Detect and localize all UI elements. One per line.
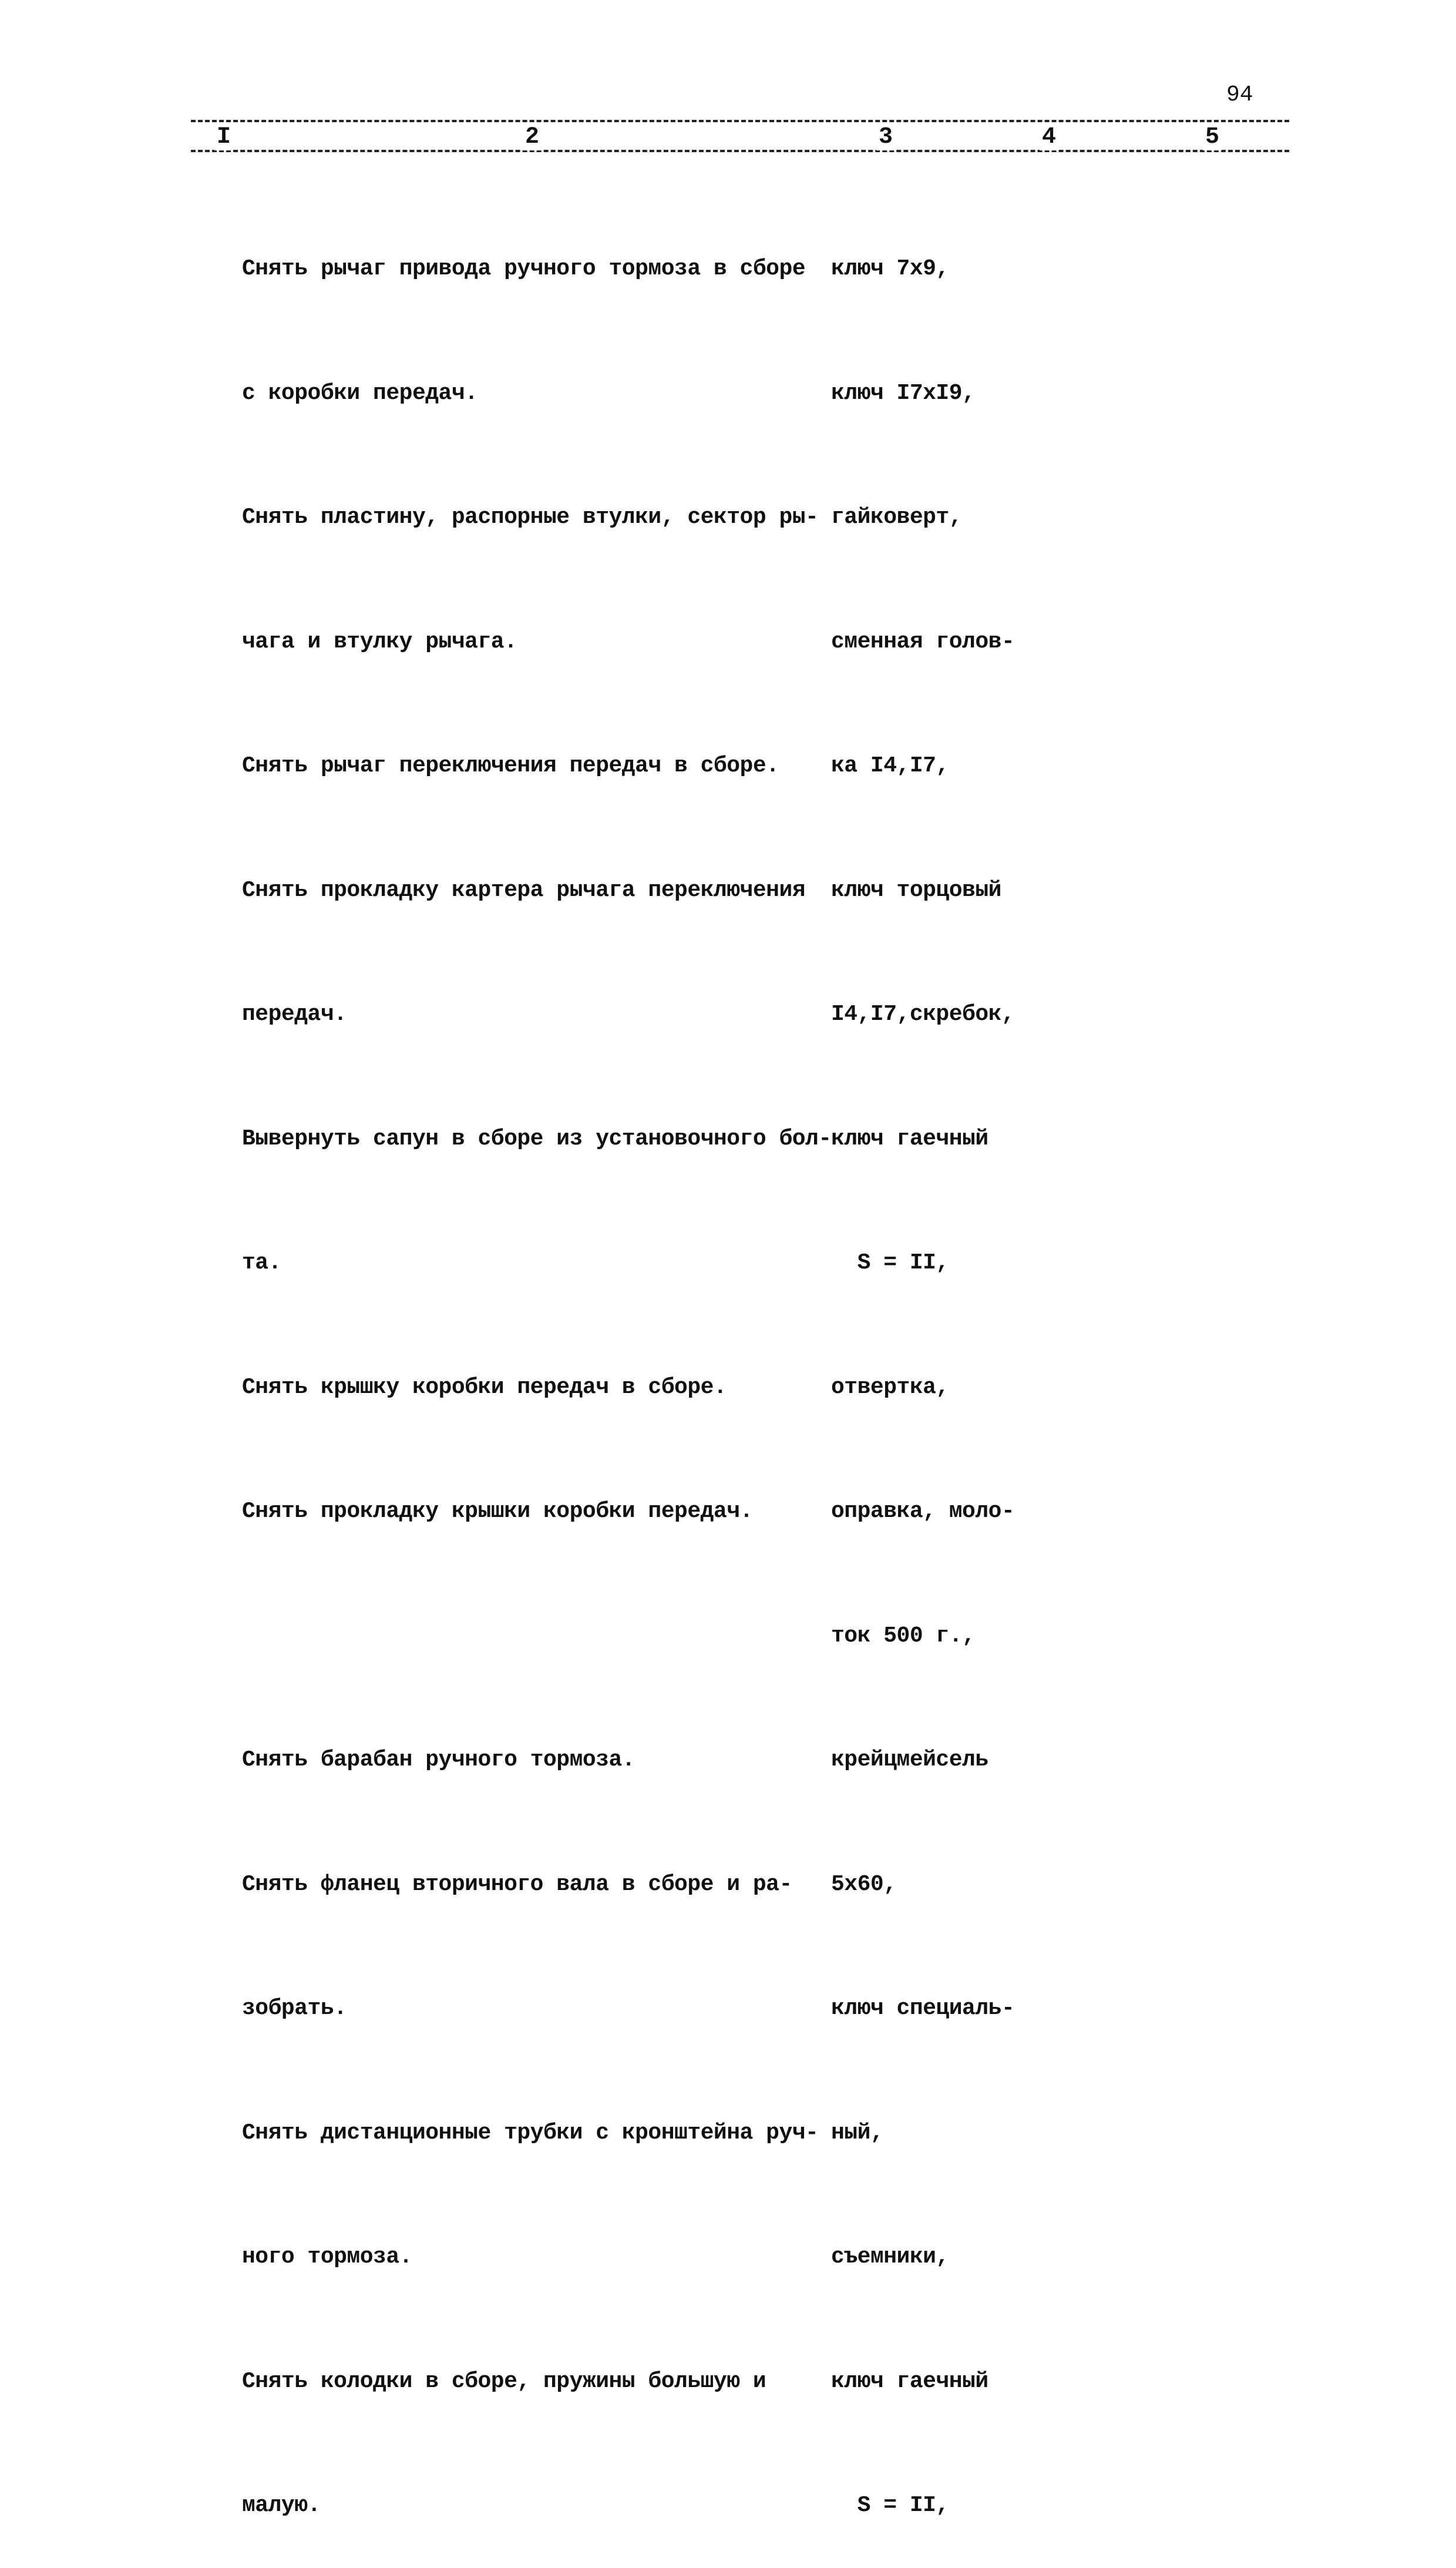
tool-line: отвертка, [831, 1374, 949, 1400]
column-header-2: 2 [523, 125, 542, 150]
operation-line [242, 1616, 832, 1657]
column-header-1: I [214, 125, 233, 150]
operation-line: зобрать. [242, 1996, 347, 2021]
tool-line: крейцмейсель [831, 1747, 988, 1773]
operation-line: ного тормоза. [242, 2244, 412, 2270]
tool-line: ключ 7х9, [831, 256, 949, 281]
operation-line: малую. [242, 2493, 321, 2518]
tool-line: ный, [831, 2120, 884, 2146]
tool-line: ка I4,I7, [831, 753, 949, 778]
operation-line: Снять дистанционные трубки с кронштейна руч- [242, 2120, 819, 2146]
operation-line: Снять прокладку картера рычага переключения [242, 877, 806, 903]
operation-line: Снять колодки в сборе, пружины большую и [242, 2368, 766, 2394]
table-top-rule [191, 120, 1289, 122]
tools-column [831, 166, 1014, 2568]
tool-line: 5х60, [831, 1871, 897, 1897]
operation-line: Снять фланец вторичного вала в сборе и ра- [242, 1871, 792, 1897]
column-header-5: 5 [1203, 125, 1222, 150]
tool-line: S = II, [831, 1250, 949, 1275]
operation-line: та. [242, 1250, 281, 1275]
tool-line: ток 500 г., [831, 1623, 976, 1649]
column-header-3: 3 [876, 125, 895, 150]
table-header-rule [191, 150, 1289, 152]
operation-line: Снять рычаг привода ручного тормоза в сборе [242, 256, 806, 281]
operation-line: Снять крышку коробки передач в сборе. [242, 1374, 727, 1400]
operation-line: чага и втулку рычага. [242, 629, 517, 654]
operation-line: с коробки передач. [242, 380, 478, 406]
page-number: 94 [1226, 82, 1253, 108]
operation-line: Снять барабан ручного тормоза. [242, 1747, 635, 1773]
operation-line: Снять прокладку крышки коробки передач. [242, 1499, 753, 1524]
tool-line: съемники, [831, 2244, 949, 2270]
column-header-4: 4 [1040, 125, 1058, 150]
operation-line: передач. [242, 1002, 347, 1027]
tool-line: ключ I7хI9, [831, 380, 976, 406]
tool-line: оправка, моло- [831, 1499, 1015, 1524]
tool-line: сменная голов- [831, 629, 1015, 654]
tool-line: гайковерт, [831, 505, 963, 530]
tool-line: I4,I7,скребок, [831, 1002, 1015, 1027]
tool-line: S = II, [831, 2493, 949, 2518]
operation-line: Снять рычаг переключения передач в сборе. [242, 753, 779, 778]
tool-line: ключ гаечный [831, 2368, 988, 2394]
tool-line: ключ гаечный [831, 1126, 988, 1152]
operation-line: Снять пластину, распорные втулки, сектор ры- [242, 505, 819, 530]
operations-column [242, 166, 832, 2568]
operation-line: Вывернуть сапун в сборе из установочного бол- [242, 1126, 832, 1152]
tool-line: ключ специаль- [831, 1996, 1015, 2021]
tool-line: ключ торцовый [831, 877, 1001, 903]
